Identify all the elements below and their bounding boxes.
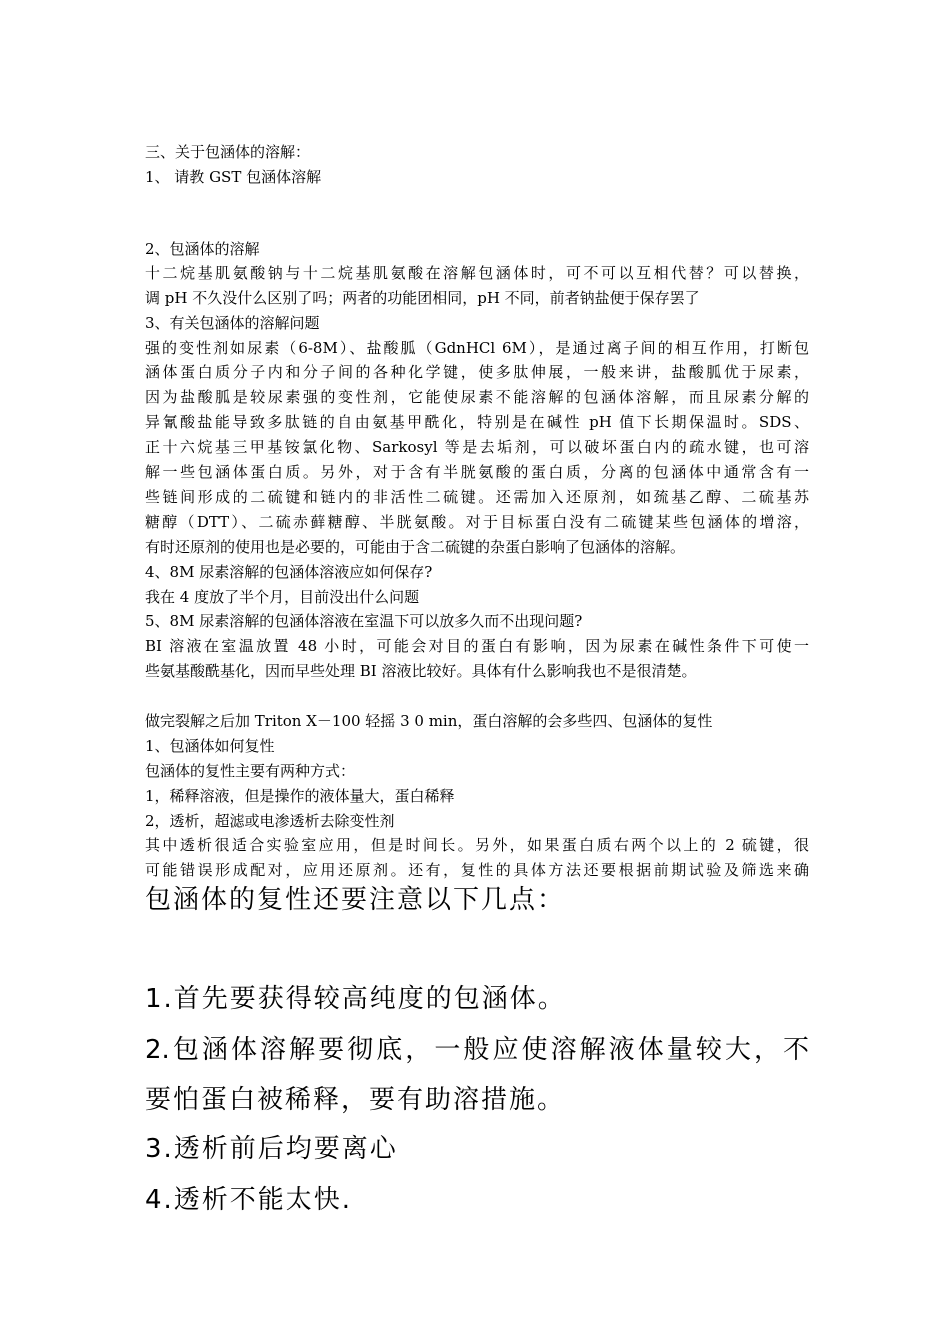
paragraph-line: 调 pH 不久没什么区别了吗；两者的功能团相同，pH 不同，前者钠盐便于保存罢了 bbox=[145, 289, 700, 307]
paragraph-line: 些链间形成的二硫键和链内的非活性二硫键。还需加入还原剂，如巯基乙醇、二硫基苏 bbox=[145, 488, 809, 506]
paragraph-line: 因为盐酸胍是较尿素强的变性剂，它能使尿素不能溶解的包涵体溶解，而且尿素分解的 bbox=[145, 388, 809, 406]
paragraph-line: 其中透析很适合实验室应用，但是时间长。另外，如果蛋白质右两个以上的 2 硫键，很 bbox=[145, 836, 809, 854]
paragraph-line: 涵体蛋白质分子内和分子间的各种化学键，使多肽伸展，一般来讲，盐酸胍优于尿素， bbox=[145, 363, 809, 381]
note-item: 4.透析不能太快. bbox=[145, 1185, 353, 1215]
question-title-room-temp: 5、8M 尿素溶解的包涵体溶液在室温下可以放多久而不出现问题? bbox=[145, 612, 583, 630]
question-title-dissolution: 2、包涵体的溶解 bbox=[145, 240, 260, 258]
paragraph-line: 解一些包涵体蛋白质。另外，对于含有半胱氨酸的蛋白质，分离的包涵体中通常含有一 bbox=[145, 463, 809, 481]
question-title-storage: 4、8M 尿素溶解的包涵体溶液应如何保存? bbox=[145, 563, 433, 581]
paragraph-line: 糖醇（DTT）、二硫赤藓糖醇、半胱氨酸。对于目标蛋白没有二硫键某些包涵体的增溶， bbox=[145, 513, 809, 531]
paragraph-line: 有时还原剂的使用也是必要的，可能由于含二硫键的杂蛋白影响了包涵体的溶解。 bbox=[145, 538, 686, 556]
question-title-dissolution-issues: 3、有关包涵体的溶解问题 bbox=[145, 314, 320, 332]
note-item-continuation: 要怕蛋白被稀释，要有助溶措施。 bbox=[145, 1085, 566, 1115]
paragraph-line: 异氰酸盐能导致多肽链的自由氨基甲酰化，特别是在碱性 pH 值下长期保温时。SDS、 bbox=[145, 413, 809, 431]
paragraph-line: 十二烷基肌氨酸钠与十二烷基肌氨酸在溶解包涵体时，可不可以互相代替？可以替换， bbox=[145, 264, 809, 282]
paragraph-line: BI 溶液在室温放置 48 小时，可能会对目的蛋白有影响，因为尿素在碱性条件下可使一 bbox=[145, 637, 809, 655]
note-item: 2.包涵体溶解要彻底，一般应使溶解液体量较大，不 bbox=[145, 1035, 809, 1065]
refolding-method-dialysis: 2，透析，超滤或电渗透析去除变性剂 bbox=[145, 812, 395, 830]
paragraph-line: 强的变性剂如尿素（6-8M）、盐酸胍（GdnHCl 6M），是通过离子间的相互作用，打断包 bbox=[145, 339, 809, 357]
section-heading-dissolution: 三、关于包涵体的溶解： bbox=[145, 143, 311, 161]
note-item: 1.首先要获得较高纯度的包涵体。 bbox=[145, 984, 566, 1014]
paragraph-line: 些氨基酸酰基化，因而早些处理 BI 溶液比较好。具体有什么影响我也不是很清楚。 bbox=[145, 662, 697, 680]
refolding-method-dilution: 1，稀释溶液，但是操作的液体量大，蛋白稀释 bbox=[145, 787, 455, 805]
paragraph-line: 可能错误形成配对，应用还原剂。还有，复性的具体方法还要根据前期试验及筛选来确 bbox=[145, 861, 809, 879]
triton-note: 做完裂解之后加 Triton X－100 轻摇 3 0 min，蛋白溶解的会多些四、包涵体的复性 bbox=[145, 712, 713, 730]
notes-heading: 包涵体的复性还要注意以下几点： bbox=[145, 885, 566, 915]
answer-storage: 我在 4 度放了半个月，目前没出什么问题 bbox=[145, 588, 420, 606]
note-item: 3.透析前后均要离心 bbox=[145, 1134, 398, 1164]
question-title-refolding: 1、包涵体如何复性 bbox=[145, 737, 275, 755]
paragraph-line: 正十六烷基三甲基铵氯化物、Sarkosyl 等是去垢剂，可以破坏蛋白内的疏水键，也可溶 bbox=[145, 438, 809, 456]
question-gst-dissolution: 1、 请教 GST 包涵体溶解 bbox=[145, 168, 322, 186]
refolding-intro: 包涵体的复性主要有两种方式： bbox=[145, 762, 356, 780]
